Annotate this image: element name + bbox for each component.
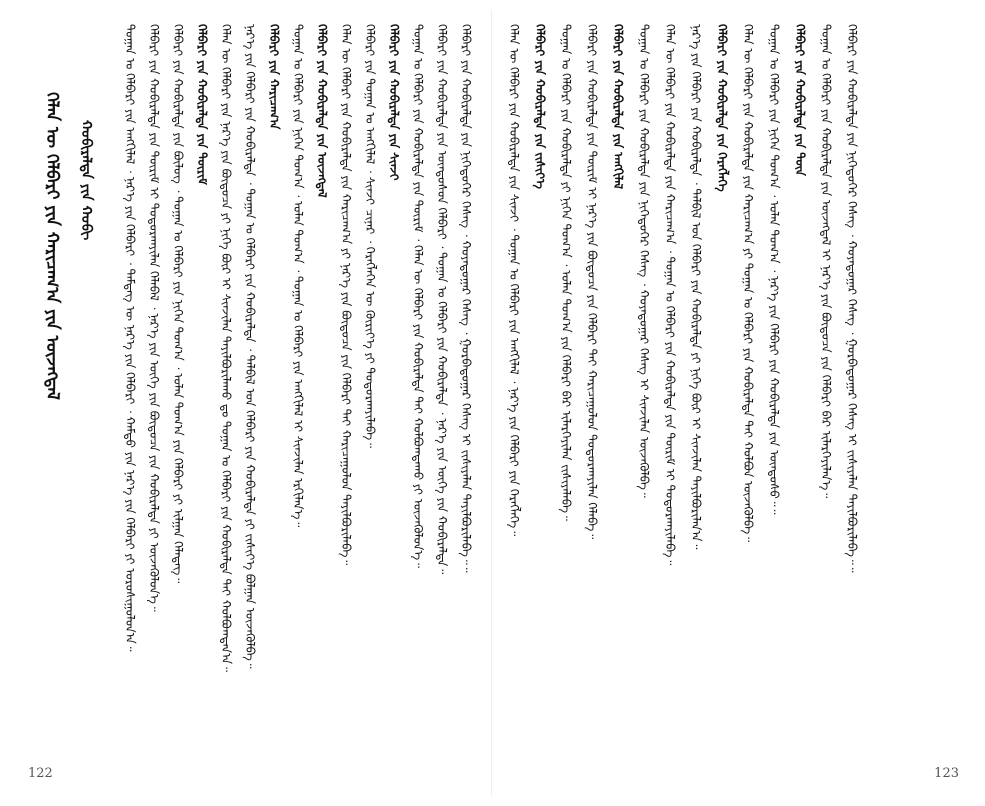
text-column: ᠬᠡᠯᠪᠡᠷᠢ ᠶᠢᠨ ᠬᠤᠪᠢᠷᠠᠯᠲᠠ ᠶᠢᠨ ᠦᠨᠳᠦᠰᠦᠨ ᠬᠡᠯᠪᠡᠷᠢ ᠂ ᠲᠣᠭᠠᠨ ᠤ ᠬᠡᠯᠪᠡᠷᠢ ᠶᠢᠨ ᠬᠤᠪᠢᠷᠠᠯᠲᠠ ᠂ ᠨᠡᠷ᠎ᠡ ᠶᠢᠨ ᠦᠭᠡ ᠶᠢᠨ ᠬᠤᠪᠢᠷᠠᠯᠲᠠ᠃ xyxy=(435,24,449,575)
text-column: ᠬᠡᠯᠡᠨ ᠦ ᠬᠡᠯᠪᠡᠷᠢ ᠶᠢᠨ ᠬᠤᠪᠢᠷᠠᠯᠲᠠ ᠶᠢᠨ ᠬᠠᠷᠢᠴᠠᠭ᠎ᠠ ᠂ ᠲᠣᠭᠠᠨ ᠤ ᠬᠡᠯᠪᠡᠷᠢ ᠶᠢᠨ ᠬᠤᠪᠢᠷᠠᠯᠲᠠ ᠶᠢᠨ ᠳᠦᠷᠢᠮ ᠢ ᠲᠣᠳᠤᠷᠬᠠᠶᠢᠯᠠᠪᠠ᠃ xyxy=(663,24,677,566)
section-heading: ᠬᠡᠯᠪᠡᠷᠢ ᠶᠢᠨ ᠬᠤᠪᠢᠷᠠᠯᠲᠠ ᠶᠢᠨ ᠰᠢᠨᠵᠢ xyxy=(387,24,401,181)
text-column: ᠬᠡᠯᠡᠨ ᠦ ᠬᠡᠯᠪᠡᠷᠢ ᠶᠢᠨ ᠬᠤᠪᠢᠷᠠᠯᠲᠠ ᠶᠢᠨ ᠬᠠᠷᠢᠴᠠᠭ᠎ᠠ ᠶᠢ ᠲᠣᠭᠠᠨ ᠤ ᠬᠡᠯᠪᠡᠷᠢ ᠶᠢᠨ ᠬᠤᠪᠢᠷᠠᠯᠲᠠ ᠲᠠᠢ ᠬᠣᠯᠪᠣᠨ ᠦᠵᠡᠭᠦᠯᠪᠡ᠃ xyxy=(741,24,755,542)
section-heading: ᠬᠡᠯᠪᠡᠷᠢ ᠶᠢᠨ ᠬᠠᠷᠢᠴᠠᠭ᠎ᠠ xyxy=(267,24,281,130)
section-heading: ᠬᠡᠯᠪᠡᠷᠢ ᠶᠢᠨ ᠬᠤᠪᠢᠷᠠᠯᠲᠠ ᠶᠢᠨ ᠳᠦᠨ xyxy=(793,24,807,176)
text-column: ᠲᠣᠭᠠᠨ ᠤ ᠬᠡᠯᠪᠡᠷᠢ ᠶᠢᠨ ᠬᠤᠪᠢᠷᠠᠯᠲᠠ ᠶᠢ ᠨᠢᠭᠡᠨ ᠲᠣᠭ᠎ᠠ ᠂ ᠣᠯᠠᠨ ᠲᠣᠭ᠎ᠠ ᠶᠢᠨ ᠬᠡᠯᠪᠡᠷᠢ ᠪᠡᠷ ᠢᠯᠡᠷᠬᠡᠶᠢᠯᠡᠨ ᠵᠢᠱᠢᠶᠡᠯᠡᠪᠡ᠃ xyxy=(559,24,573,521)
text-column: ᠲᠣᠭᠠᠨ ᠤ ᠬᠡᠯᠪᠡᠷᠢ ᠶᠢᠨ ᠨᠢᠭᠡᠨ ᠲᠣᠭ᠎ᠠ ᠂ ᠣᠯᠠᠨ ᠲᠣᠭ᠎ᠠ ᠂ ᠲᠣᠭᠠᠨ ᠤ ᠬᠡᠯᠪᠡᠷᠢ ᠶᠢᠨ ᠠᠩᠭᠢᠯᠠᠯ ᠢ ᠰᠢᠨᠵᠢᠯᠡᠨ ᠡᠷᠬᠢᠯᠡᠨ᠎ᠡ᠃ xyxy=(291,24,305,528)
text-column: ᠲᠣᠭᠠᠨ ᠤ ᠬᠡᠯᠪᠡᠷᠢ ᠶᠢᠨ ᠠᠩᠭᠢᠯᠠᠯ ᠂ ᠨᠡᠷ᠎ᠡ ᠶᠢᠨ ᠬᠡᠯᠪᠡᠷᠢ ᠂ ᠲᠡᠮᠳᠡᠭ ᠦ ᠨᠡᠷ᠎ᠡ ᠶᠢᠨ ᠬᠡᠯᠪᠡᠷᠢ ᠂ ᠬᠠᠮᠲᠤ ᠶᠢᠨ ᠨᠡᠷ᠎ᠡ ᠶᠢᠨ ᠬᠡᠯᠪᠡᠷᠢ ᠶᠢ ᠣᠷᠤᠰᠢᠭᠤᠯᠤᠨ᠎ᠠ᠃ xyxy=(123,24,137,652)
text-column: ᠬᠡᠯᠪᠡᠷᠢ ᠶᠢᠨ ᠲᠣᠭᠠᠨ ᠤ ᠠᠩᠭᠢᠯᠠᠯ ᠂ ᠰᠢᠨᠵᠢ ᠴᠢᠨᠠᠷ ᠂ ᠬᠡᠷᠡᠭᠯᠡᠭᠡᠨ ᠦ ᠬᠦᠷᠢᠶ᠎ᠡ ᠶᠢ ᠲᠣᠳᠤᠷᠬᠠᠶᠢᠯᠠᠪᠠ᠃ xyxy=(363,24,377,448)
text-column: ᠬᠡᠯᠪᠡᠷᠢ ᠶᠢᠨ ᠬᠤᠪᠢᠷᠠᠯᠲᠠ ᠶᠢᠨ ᠨᠢᠭᠡᠳᠦᠭᠡᠷ ᠬᠡᠰᠡᠭ ᠂ ᠬᠤᠶᠠᠳᠤᠭᠠᠷ ᠬᠡᠰᠡᠭ ᠂ ᠭᠤᠷᠪᠠᠳᠤᠭᠠᠷ ᠬᠡᠰᠡᠭ ᠢ ᠵᠢᠱᠢᠶᠡᠯᠡᠨ ᠲᠠᠶᠢᠯᠪᠤᠷᠢᠯᠠᠪᠠ᠃᠃ xyxy=(845,24,859,573)
text-column: ᠬᠡᠯᠡᠨ ᠦ ᠬᠡᠯᠪᠡᠷᠢ ᠶᠢᠨ ᠬᠤᠪᠢᠷᠠᠯᠲᠠ ᠶᠢᠨ ᠰᠢᠨᠵᠢ ᠂ ᠲᠣᠭᠠᠨ ᠤ ᠬᠡᠯᠪᠡᠷᠢ ᠶᠢᠨ ᠠᠩᠭᠢᠯᠠᠯ ᠂ ᠨᠡᠷ᠎ᠡ ᠶᠢᠨ ᠬᠡᠯᠪᠡᠷᠢ ᠶᠢᠨ ᠬᠡᠷᠡᠭᠯᠡᠭᠡ᠃ xyxy=(507,24,521,537)
section-heading: ᠬᠡᠯᠪᠡᠷᠢ ᠶᠢᠨ ᠬᠤᠪᠢᠷᠠᠯᠲᠠ ᠶᠢᠨ ᠦᠵᠡᠭᠳᠡᠯ xyxy=(315,24,329,198)
section-heading: ᠬᠡᠯᠪᠡᠷᠢ ᠶᠢᠨ ᠬᠤᠪᠢᠷᠠᠯᠲᠠ ᠶᠢᠨ ᠠᠩᠭᠢᠯᠠᠯ xyxy=(611,24,625,190)
page-number-right: 123 xyxy=(934,766,959,781)
section-heading: ᠬᠡᠯᠪᠡᠷᠢ ᠶᠢᠨ ᠬᠤᠪᠢᠷᠠᠯᠲᠠ ᠶᠢᠨ ᠳᠦᠷᠢᠮ xyxy=(195,24,209,185)
section-heading: ᠬᠡᠯᠪᠡᠷᠢ ᠶᠢᠨ ᠬᠤᠪᠢᠷᠠᠯᠲᠠ ᠶᠢᠨ ᠬᠡᠷᠡᠭᠯᠡᠭᠡ xyxy=(715,24,729,192)
text-column: ᠲᠣᠭᠠᠨ ᠤ ᠬᠡᠯᠪᠡᠷᠢ ᠶᠢᠨ ᠨᠢᠭᠡᠨ ᠲᠣᠭ᠎ᠠ ᠂ ᠣᠯᠠᠨ ᠲᠣᠭ᠎ᠠ ᠂ ᠨᠡᠷ᠎ᠡ ᠶᠢᠨ ᠬᠡᠯᠪᠡᠷᠢ ᠶᠢᠨ ᠬᠤᠪᠢᠷᠠᠯᠲᠠ ᠶᠢᠨ ᠦᠨᠳᠦᠰᠦ᠃᠃ xyxy=(767,24,781,515)
text-column: ᠨᠡᠷ᠎ᠡ ᠶᠢᠨ ᠬᠡᠯᠪᠡᠷᠢ ᠶᠢᠨ ᠬᠤᠪᠢᠷᠠᠯᠲᠠ ᠂ ᠲᠣᠭᠠᠨ ᠤ ᠬᠡᠯᠪᠡᠷᠢ ᠶᠢᠨ ᠬᠤᠪᠢᠷᠠᠯᠲᠠ ᠂ ᠲᠠᠯᠪᠢᠯ ᠤᠨ ᠬᠡᠯᠪᠡᠷᠢ ᠶᠢᠨ ᠬᠤᠪᠢᠷᠠᠯᠲᠠ ᠶᠢ ᠵᠢᠱᠢᠶ᠎ᠡ ᠪᠣᠯᠭᠠᠨ ᠦᠵᠡᠭᠦᠯᠪᠡ᠃ xyxy=(243,24,257,669)
text-column: ᠬᠡᠯᠪᠡᠷᠢ ᠶᠢᠨ ᠬᠤᠪᠢᠷᠠᠯᠲᠠ ᠶᠢᠨ ᠪᠦᠯᠦᠭ ᠂ ᠲᠣᠭᠠᠨ ᠤ ᠬᠡᠯᠪᠡᠷᠢ ᠶᠢᠨ ᠨᠢᠭᠡᠨ ᠲᠣᠭ᠎ᠠ ᠂ ᠣᠯᠠᠨ ᠲᠣᠭ᠎ᠠ ᠶᠢᠨ ᠬᠡᠯᠪᠡᠷᠢ ᠶᠢ ᠢᠯᠭᠠᠨ ᠬᠡᠯᠡᠳᠡᠭ᠃ xyxy=(171,24,185,584)
text-column: ᠨᠡᠷ᠎ᠡ ᠶᠢᠨ ᠬᠡᠯᠪᠡᠷᠢ ᠶᠢᠨ ᠬᠤᠪᠢᠷᠠᠯᠲᠠ ᠂ ᠲᠠᠯᠪᠢᠯ ᠤᠨ ᠬᠡᠯᠪᠡᠷᠢ ᠶᠢᠨ ᠬᠤᠪᠢᠷᠠᠯᠲᠠ ᠶᠢ ᠨᠢᠭᠡ ᠪᠦᠷ ᠢ ᠰᠢᠨᠵᠢᠯᠡᠨ ᠲᠠᠶᠢᠯᠪᠤᠷᠢᠯᠠᠨ᠎ᠠ᠃ xyxy=(689,24,703,550)
text-column: ᠬᠡᠯᠡᠨ ᠦ ᠬᠡᠯᠪᠡᠷᠢ ᠶᠢᠨ ᠨᠡᠷ᠎ᠡ ᠶᠢᠨ ᠪᠦᠲᠦᠴᠡ ᠶᠢ ᠨᠢᠭᠡ ᠪᠦᠷ ᠢ ᠰᠢᠨᠵᠢᠯᠡᠨ ᠲᠠᠶᠢᠯᠪᠤᠷᠢᠯᠠᠬᠤ ᠳᠤ ᠲᠣᠭᠠᠨ ᠤ ᠬᠡᠯᠪᠡᠷᠢ ᠶᠢᠨ ᠬᠤᠪᠢᠷᠠᠯᠲᠠ ᠲᠠᠢ ᠬᠣᠯᠪᠣᠭᠳᠠᠨ᠎ᠠ᠃ xyxy=(219,24,233,673)
page-number-left: 122 xyxy=(28,766,53,781)
text-column: ᠲᠣᠭᠠᠨ ᠤ ᠬᠡᠯᠪᠡᠷᠢ ᠶᠢᠨ ᠬᠤᠪᠢᠷᠠᠯᠲᠠ ᠶᠢᠨ ᠳᠦᠷᠢᠮ ᠂ ᠬᠡᠯᠡᠨ ᠦ ᠬᠡᠯᠪᠡᠷᠢ ᠶᠢᠨ ᠬᠤᠪᠢᠷᠠᠯᠲᠠ ᠲᠠᠢ ᠬᠣᠯᠪᠣᠭᠳᠠᠬᠤ ᠶᠢ ᠦᠵᠡᠭᠦᠯᠦᠨ᠎ᠡ᠃ xyxy=(411,24,425,569)
text-column: ᠬᠡᠯᠪᠡᠷᠢ ᠶᠢᠨ ᠬᠤᠪᠢᠷᠠᠯᠲᠠ ᠶᠢᠨ ᠳᠦᠷᠢᠮ ᠢ ᠨᠡᠷ᠎ᠡ ᠶᠢᠨ ᠪᠦᠲᠦᠴᠡ ᠶᠢᠨ ᠬᠡᠯᠪᠡᠷᠢ ᠲᠠᠢ ᠬᠠᠷᠢᠴᠠᠭᠤᠯᠤᠨ ᠲᠣᠳᠤᠷᠬᠠᠶᠢᠯᠠᠨ ᠬᠡᠯᠡᠪᠡ᠃ xyxy=(585,24,599,540)
chapter-title: ᠬᠡᠯᠡᠨ ᠦ ᠬᠡᠯᠪᠡᠷᠢ ᠶᠢᠨ ᠬᠠᠷᠢᠴᠠᠭ᠎ᠠ ᠶᠢᠨ ᠦᠵᠡᠭᠳᠡᠯ xyxy=(42,92,62,400)
section-heading: ᠬᠡᠯᠪᠡᠷᠢ ᠶᠢᠨ ᠬᠤᠪᠢᠷᠠᠯᠲᠠ ᠶᠢᠨ ᠵᠢᠱᠢᠶ᠎ᠡ xyxy=(533,24,547,189)
text-column: ᠲᠣᠭᠠᠨ ᠤ ᠬᠡᠯᠪᠡᠷᠢ ᠶᠢᠨ ᠬᠤᠪᠢᠷᠠᠯᠲᠠ ᠶᠢᠨ ᠦᠵᠡᠭᠳᠡᠯ ᠢ ᠨᠡᠷ᠎ᠡ ᠶᠢᠨ ᠪᠦᠲᠦᠴᠡ ᠶᠢᠨ ᠬᠡᠯᠪᠡᠷᠢ ᠪᠡᠷ ᠢᠯᠡᠷᠬᠡᠶᠢᠯᠡᠨ᠎ᠡ᠃ xyxy=(819,24,833,499)
text-column: ᠬᠡᠯᠪᠡᠷᠢ ᠶᠢᠨ ᠬᠤᠪᠢᠷᠠᠯᠲᠠ ᠶᠢᠨ ᠨᠢᠭᠡᠳᠦᠭᠡᠷ ᠬᠡᠰᠡᠭ ᠂ ᠬᠤᠶᠠᠳᠤᠭᠠᠷ ᠬᠡᠰᠡᠭ ᠂ ᠭᠤᠷᠪᠠᠳᠤᠭᠠᠷ ᠬᠡᠰᠡᠭ ᠢ ᠵᠢᠱᠢᠶᠡᠯᠡᠨ ᠲᠠᠶᠢᠯᠪᠤᠷᠢᠯᠠᠪᠠ᠃᠃ xyxy=(459,24,473,573)
text-column: ᠲᠣᠭᠠᠨ ᠤ ᠬᠡᠯᠪᠡᠷᠢ ᠶᠢᠨ ᠬᠤᠪᠢᠷᠠᠯᠲᠠ ᠶᠢᠨ ᠨᠢᠭᠡᠳᠦᠭᠡᠷ ᠬᠡᠰᠡᠭ ᠂ ᠬᠤᠶᠠᠳᠤᠭᠠᠷ ᠬᠡᠰᠡᠭ ᠢ ᠰᠢᠨᠵᠢᠯᠡᠨ ᠦᠵᠡᠭᠦᠯᠪᠡ᠃ xyxy=(637,24,651,498)
right-page xyxy=(492,0,985,806)
left-page xyxy=(0,0,492,806)
text-column: ᠬᠡᠯᠡᠨ ᠦ ᠬᠡᠯᠪᠡᠷᠢ ᠶᠢᠨ ᠬᠤᠪᠢᠷᠠᠯᠲᠠ ᠶᠢᠨ ᠬᠠᠷᠢᠴᠠᠭ᠎ᠠ ᠶᠢ ᠨᠡᠷ᠎ᠡ ᠶᠢᠨ ᠪᠦᠲᠦᠴᠡ ᠶᠢᠨ ᠬᠡᠯᠪᠡᠷᠢ ᠲᠠᠢ ᠬᠠᠷᠢᠴᠠᠭᠤᠯᠤᠨ ᠲᠠᠶᠢᠯᠪᠤᠷᠢᠯᠠᠪᠠ᠃ xyxy=(339,24,353,566)
chapter-subtitle: ᠬᠤᠪᠢᠷᠠᠯᠲᠠ ᠶᠢᠨ ᠬᠤᠪᠢ xyxy=(78,120,94,241)
text-column: ᠬᠡᠯᠪᠡᠷᠢ ᠶᠢᠨ ᠬᠤᠪᠢᠷᠠᠯᠲᠠ ᠶᠢᠨ ᠳᠦᠷᠢᠮ ᠢ ᠲᠣᠳᠤᠷᠬᠠᠶᠢᠯᠠᠨ ᠬᠡᠯᠡᠪᠡᠯ ᠂ ᠨᠡᠷ᠎ᠡ ᠶᠢᠨ ᠦᠭᠡ ᠶᠢᠨ ᠪᠦᠲᠦᠴᠡ ᠶᠢᠨ ᠬᠤᠪᠢᠷᠠᠯᠲᠠ ᠶᠢ ᠦᠵᠡᠭᠦᠯᠦᠨ᠎ᠡ᠃ xyxy=(147,24,161,612)
